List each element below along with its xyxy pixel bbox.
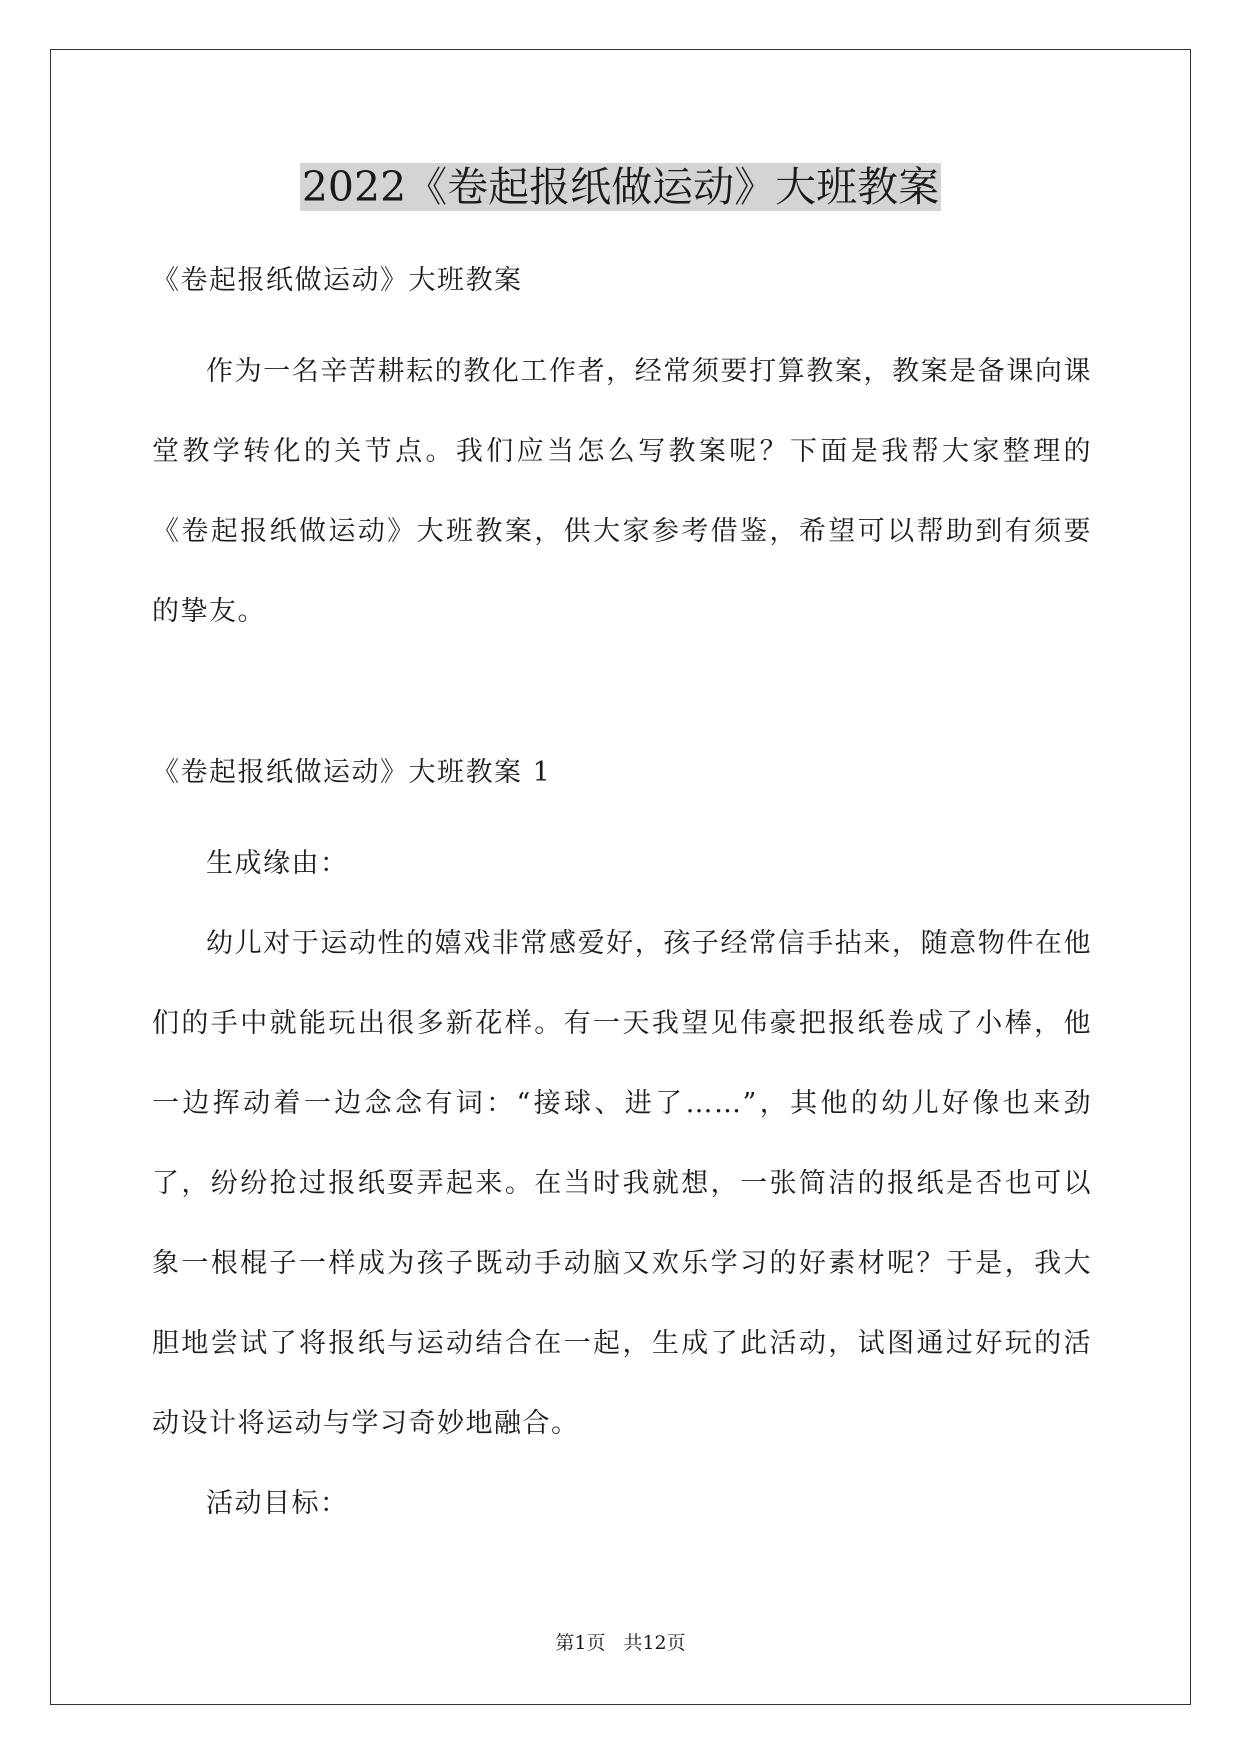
document-subtitle: 《卷起报纸做运动》大班教案 — [152, 265, 523, 296]
page-number-current: 第1页 — [555, 1632, 606, 1654]
document-title — [0, 157, 1241, 217]
intro-paragraph: 作为一名辛苦耕耘的教化工作者，经常须要打算教案，教案是备课向课堂教学转化的关节点。我们应当怎么写教案呢？下面是我帮大家整理的《卷起报纸做运动》大班教案，供大家参考借鉴，希望可以帮助到有须要的挚友。 — [152, 356, 1092, 627]
section-spacer — [152, 652, 1092, 747]
document-title-text: 2022《卷起报纸做运动》大班教案 — [301, 163, 940, 211]
section-heading: 《卷起报纸做运动》大班教案 1 — [152, 757, 552, 788]
origin-label: 生成缘由： — [206, 848, 349, 879]
page-footer — [0, 1628, 1241, 1655]
document-body — [152, 255, 1092, 1544]
origin-paragraph: 幼儿对于运动性的嬉戏非常感爱好，孩子经常信手拈来，随意物件在他们的手中就能玩出很多新花样。有一天我望见伟豪把报纸卷成了小棒，他一边挥动着一边念念有词：“接球、进了……”，其他的幼儿好像也来劲了，纷纷抢过报纸耍弄起来。在当时我就想，一张简洁的报纸是否也可以象一根棍子一样成为孩子既动手动脑又欢乐学习的好素材呢？于是，我大胆地尝试了将报纸与运动结合在一起，生成了此活动，试图通过好玩的活动设计将运动与学习奇妙地融合。 — [152, 928, 1092, 1439]
goal-label: 活动目标： — [206, 1488, 349, 1519]
page-number-total: 共12页 — [623, 1632, 686, 1654]
